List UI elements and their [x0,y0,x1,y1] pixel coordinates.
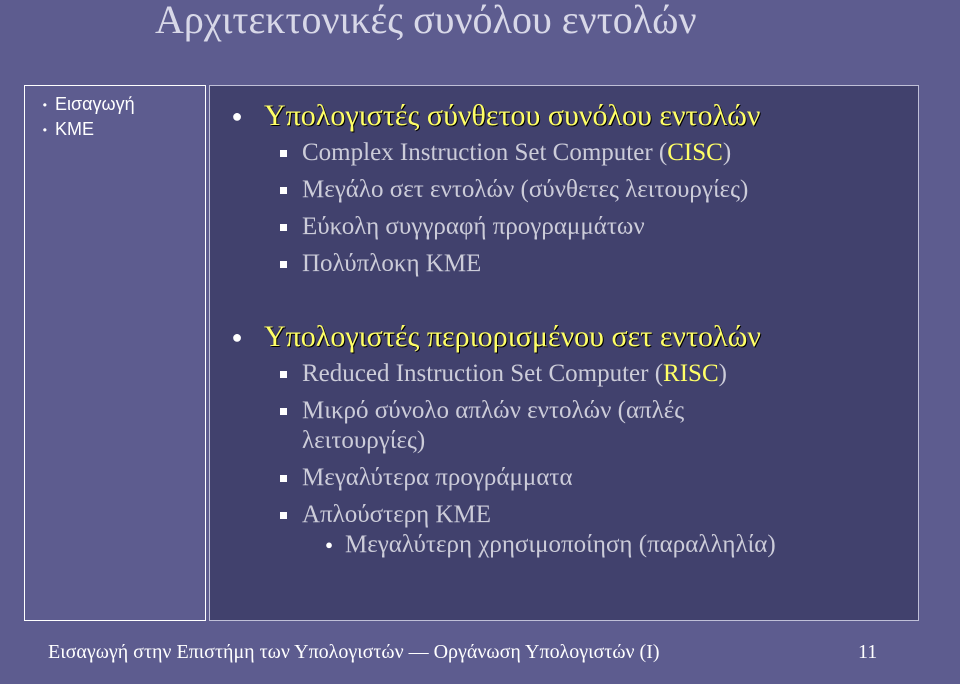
acronym-cisc: CISC [667,139,723,166]
sidebar-outline [24,85,206,621]
item-text: Μεγαλύτερα προγράμματα [302,464,573,491]
bullet-icon: • [42,97,47,112]
square-bullet-icon [210,463,302,482]
subitem-text: Μεγαλύτερη χρησιμοποίηση (παραλληλία) [345,531,776,558]
item-text: Μικρό σύνολο απλών εντολών (απλές λειτουργίες) [302,397,685,454]
item-text: Μεγάλο σετ εντολών (σύνθετες λειτουργίες) [302,176,749,203]
section-cisc [210,94,910,286]
section-risc [210,315,910,560]
item-text: Reduced Instruction Set Computer (RISC) [302,360,727,387]
footer [0,641,960,671]
item-text: Complex Instruction Set Computer (CISC) [302,139,732,166]
list-item [210,396,910,456]
list-item [210,175,910,205]
acronym-risc: RISC [663,360,719,387]
list-item [210,463,910,493]
content-panel [209,85,919,621]
item-text: Εύκολη συγγραφή προγραμμάτων [302,213,645,240]
slide-title: Αρχιτεκτονικές συνόλου εντολών [155,0,697,42]
square-bullet-icon [210,500,302,519]
square-bullet-icon [210,175,302,194]
footer-text: Εισαγωγή στην Επιστήμη των Υπολογιστών — Οργάνωση Υπολογιστών (Ι) [48,641,660,663]
sidebar-item-label: Εισαγωγή [55,94,135,114]
square-bullet-icon [210,138,302,157]
item-text: Απλούστερη ΚΜΕ [302,501,492,528]
section-heading [210,315,910,359]
bullet-icon: ● [231,105,243,126]
sidebar-item-cpu[interactable] [25,117,205,142]
page-number: 11 [858,641,878,663]
heading-text: Υπολογιστές περιορισμένου σετ εντολών [264,320,761,353]
list-item [210,138,910,168]
list-item [210,500,910,530]
list-item [210,212,910,242]
sidebar-item-intro[interactable] [25,92,205,117]
heading-text: Υπολογιστές σύνθετου συνόλου εντολών [264,99,761,132]
sidebar-item-label: ΚΜΕ [55,119,95,139]
sub-list-item [210,530,910,560]
bullet-icon: • [42,122,47,137]
square-bullet-icon [210,396,302,415]
bullet-icon: ● [325,537,333,552]
bullet-icon: ● [231,326,243,347]
square-bullet-icon [210,212,302,231]
square-bullet-icon [210,359,302,378]
square-bullet-icon [210,249,302,268]
item-text: Πολύπλοκη ΚΜΕ [302,250,482,277]
section-heading [210,94,910,138]
list-item [210,359,910,389]
list-item [210,249,910,279]
